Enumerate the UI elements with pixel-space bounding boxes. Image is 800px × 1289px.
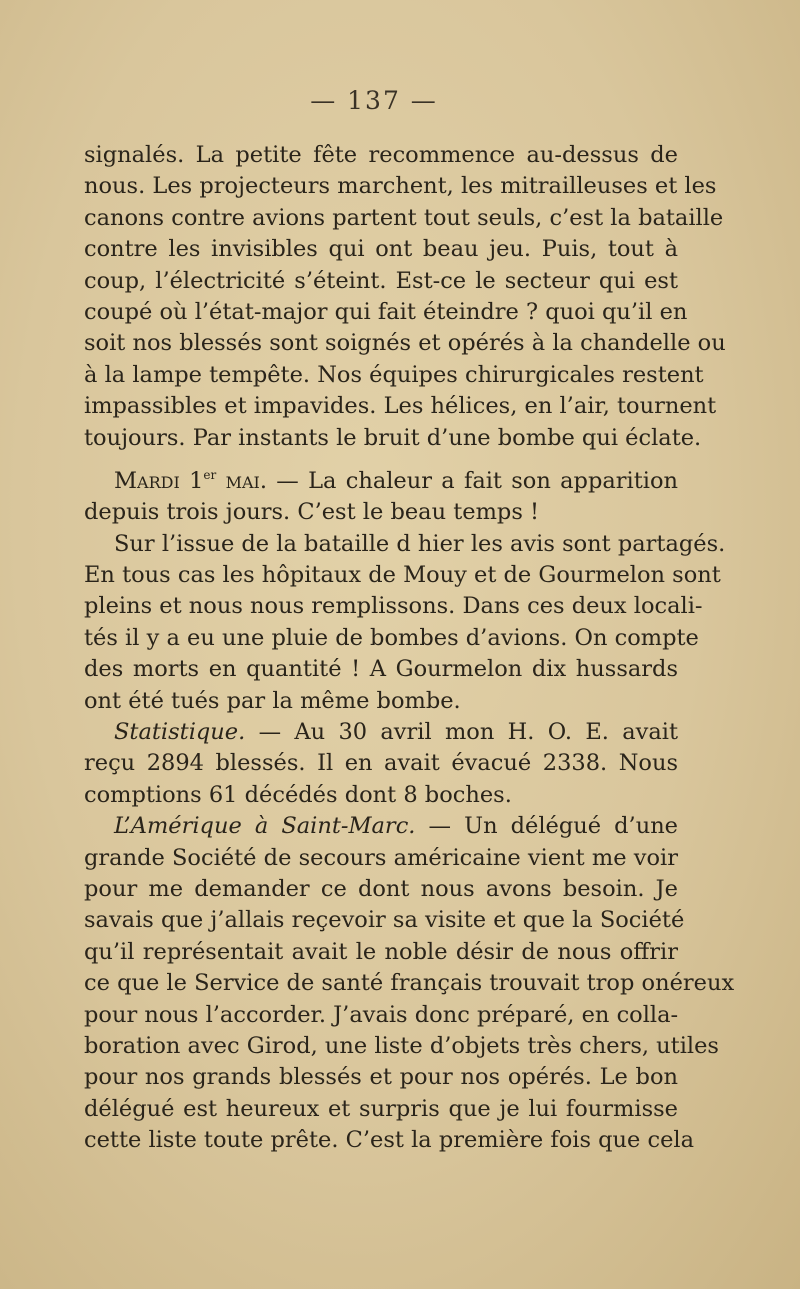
text-line: tés il y a eu une pluie de bombes d’avions. On compte xyxy=(84,624,699,651)
text-line xyxy=(84,811,678,842)
text-line: depuis trois jours. C’est le beau temps ! xyxy=(84,499,540,526)
text-line: savais que j’allais reçevoir sa visite et que la Société xyxy=(84,907,685,934)
entry-day-number: 1 xyxy=(189,467,204,494)
entry-month: mai. xyxy=(225,467,267,494)
text-line: canons contre avions partent tout seuls, c’est la bataille xyxy=(84,204,724,231)
text-line: Sur l’issue de la bataille d hier les avis sont partagés. xyxy=(114,530,726,557)
text-line: ce que le Service de santé français trouvait trop onéreux xyxy=(84,970,735,997)
text-fragment: — La chaleur a fait son apparition xyxy=(276,467,678,494)
text-fragment: — Un délégué d’une xyxy=(428,813,678,840)
text-line: pour nos grands blessés et pour nos opérés. Le bon xyxy=(84,1064,678,1091)
text-line: délégué est heureux et surpris que je lui fourmisse xyxy=(84,1095,678,1122)
text-line: cette liste toute prête. C’est la première fois que cela xyxy=(84,1127,695,1154)
text-line: signalés. La petite fête recommence au-dessus de xyxy=(84,142,678,168)
text-line: grande Société de secours américaine vient me voir xyxy=(84,844,678,871)
text-line: reçu 2894 blessés. Il en avait évacué 2338. Nous xyxy=(84,750,678,777)
text-line: soit nos blessés sont soignés et opérés à la chandelle ou xyxy=(84,330,726,357)
section-lead: L’Amérique à Saint-Marc. xyxy=(114,813,416,840)
text-line: coup, l’électricité s’éteint. Est-ce le secteur qui est xyxy=(84,267,678,294)
text-fragment: — Au 30 avril mon H. O. E. avait xyxy=(258,719,678,746)
page-number: — 137 — xyxy=(310,86,438,115)
text-line: pour me demander ce dont nous avons besoin. Je xyxy=(84,875,678,902)
dated-entry xyxy=(84,466,678,529)
section-lead: Statistique. xyxy=(114,719,246,746)
text-line: qu’il représentait avait le noble désir de nous offrir xyxy=(84,938,678,965)
entry-heading-line xyxy=(84,466,678,497)
entry-day-suffix: er xyxy=(203,467,217,482)
body-text xyxy=(84,140,735,1157)
text-line: toujours. Par instants le bruit d’une bombe qui éclate. xyxy=(84,424,702,451)
text-line xyxy=(84,717,678,748)
paragraph-statistique xyxy=(84,717,678,811)
text-line: comptions 61 décédés dont 8 boches. xyxy=(84,781,512,808)
text-line: impassibles et impavides. Les hélices, en l’air, tournent xyxy=(84,393,717,420)
text-line: pour nous l’accorder. J’avais donc préparé, en colla- xyxy=(84,1001,679,1028)
text-line: pleins et nous nous remplissons. Dans ces deux locali- xyxy=(84,593,703,620)
entry-day: Mardi xyxy=(114,467,180,494)
paragraph xyxy=(84,529,726,717)
text-line: à la lampe tempête. Nos équipes chirurgicales restent xyxy=(84,361,704,388)
text-line: ont été tués par la même bombe. xyxy=(84,687,461,714)
paragraph xyxy=(84,140,726,454)
text-line: coupé où l’état-major qui fait éteindre ? quoi qu’il en xyxy=(84,298,688,325)
text-line: contre les invisibles qui ont beau jeu. Puis, tout à xyxy=(84,236,678,263)
text-line: boration avec Girod, une liste d’objets très chers, utiles xyxy=(84,1032,719,1059)
text-line: nous. Les projecteurs marchent, les mitrailleuses et les xyxy=(84,173,717,200)
text-line: des morts en quantité ! A Gourmelon dix hussards xyxy=(84,656,678,683)
text-line: En tous cas les hôpitaux de Mouy et de Gourmelon sont xyxy=(84,562,721,589)
paragraph-amerique xyxy=(84,811,735,1156)
